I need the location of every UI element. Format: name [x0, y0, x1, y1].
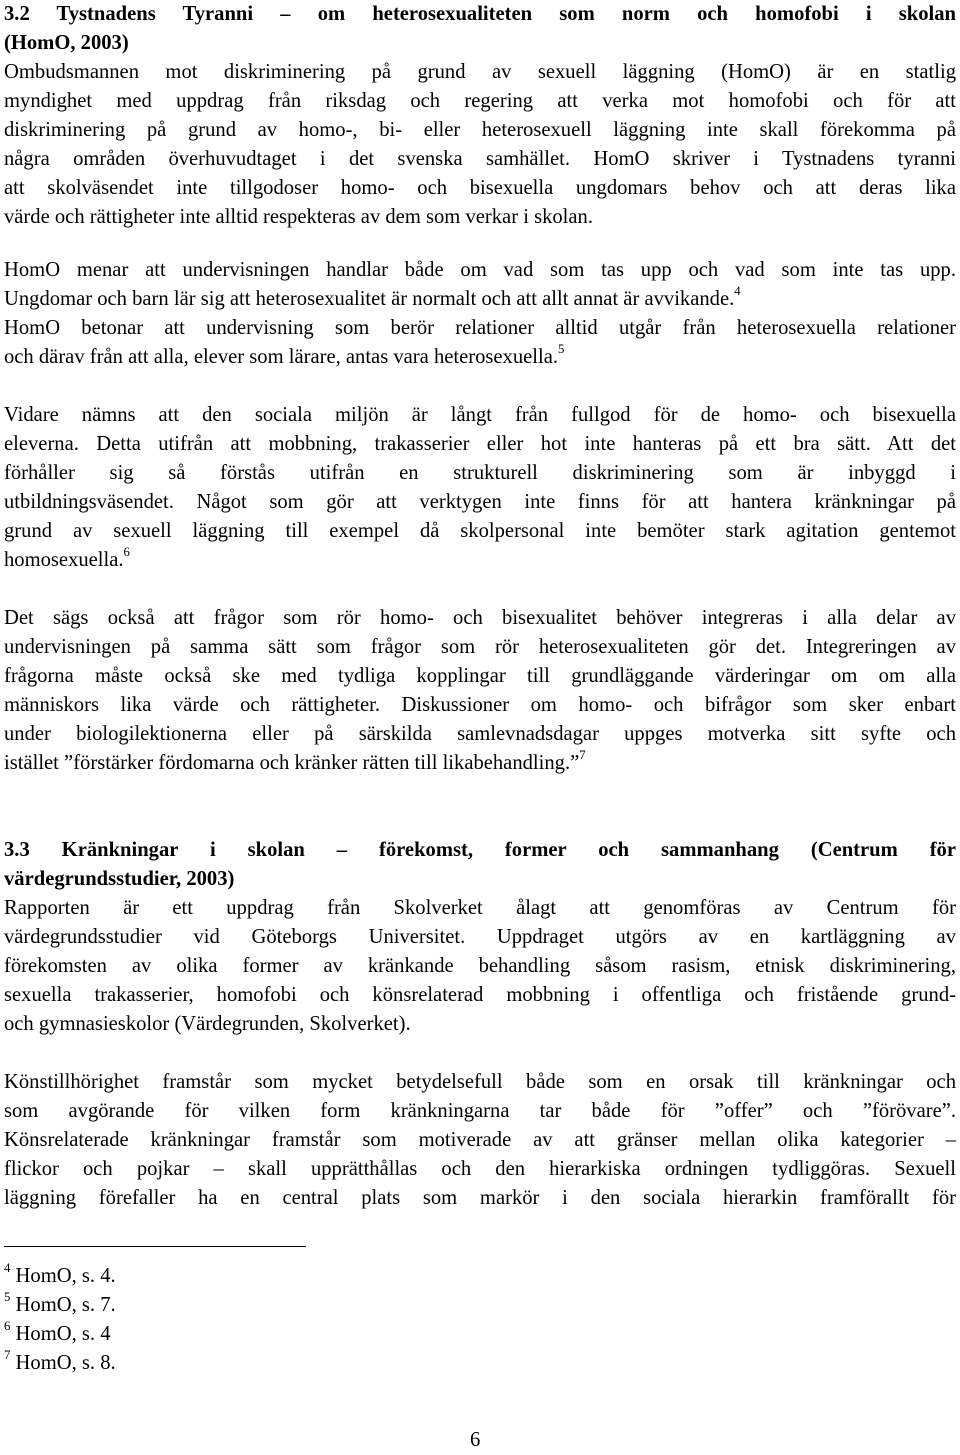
footnote-ref: 6 — [123, 545, 130, 560]
section-3-2-heading-cont: (HomO, 2003) — [4, 32, 129, 54]
footnote-text: HomO, s. 4 — [10, 1323, 111, 1345]
footnote — [4, 1262, 116, 1291]
footnote-number: 4 — [4, 1261, 11, 1276]
paragraph-line: flickor och pojkar – skall upprätthållas och den hierarkiska ordningen tydliggöras. Sexuell — [4, 1158, 956, 1180]
paragraph-text: Ungdomar och barn lär sig att heterosexualitet är normalt och att allt annat är avvikande. — [4, 288, 735, 310]
paragraph-line: Könsrelaterade kränkningar framstår som motiverade av att gränser mellan olika kategorier – — [4, 1129, 956, 1151]
paragraph-text: och därav från att alla, elever som lärare, antas vara heterosexuella. — [4, 346, 559, 368]
paragraph-line: Det sägs också att frågor som rör homo- och bisexualitet behöver integreras i alla delar av — [4, 607, 956, 629]
footnote — [4, 1291, 116, 1320]
page-number: 6 — [470, 1429, 481, 1451]
paragraph-line: värdegrundsstudier vid Göteborgs Universitet. Uppdraget utgörs av en kartläggning av — [4, 926, 956, 948]
paragraph-line: förekomsten av olika former av kränkande behandling såsom rasism, etnisk diskriminering, — [4, 955, 956, 977]
footnote — [4, 1320, 111, 1349]
paragraph-line: värde och rättigheter inte alltid respekteras av dem som verkar i skolan. — [4, 206, 593, 228]
paragraph-line: som avgörande för vilken form kränkningarna tar både för ”offer” och ”förövare”. — [4, 1100, 956, 1122]
paragraph-line: några områden överhuvudtaget i det svenska samhället. HomO skriver i Tystnadens tyranni — [4, 148, 956, 170]
paragraph-line: Rapporten är ett uppdrag från Skolverket ålagt att genomföras av Centrum för — [4, 897, 956, 919]
paragraph-line: grund av sexuell läggning till exempel då skolpersonal inte bemöter stark agitation gentemot — [4, 520, 956, 542]
paragraph-line: under biologilektionerna eller på särskilda samlevnadsdagar uppges motverka sitt syfte och — [4, 723, 956, 745]
paragraph-line-with-ref — [4, 749, 956, 778]
paragraph-line: sexuella trakasserier, homofobi och könsrelaterad mobbning i offentliga och fristående grund- — [4, 984, 956, 1006]
paragraph-line: HomO menar att undervisningen handlar både om vad som tas upp och vad som inte tas upp. — [4, 259, 956, 281]
paragraph-line: att skolväsendet inte tillgodoser homo- och bisexuella ungdomars behov och att deras lika — [4, 177, 956, 199]
footnote — [4, 1349, 116, 1378]
paragraph-text: homosexuella. — [4, 549, 124, 571]
footnote-ref: 7 — [579, 748, 586, 763]
paragraph-line: och gymnasieskolor (Värdegrunden, Skolverket). — [4, 1013, 411, 1035]
paragraph-line-with-ref — [4, 343, 956, 372]
paragraph-line: Ombudsmannen mot diskriminering på grund av sexuell läggning (HomO) är en statlig — [4, 61, 956, 83]
footnote-number: 5 — [4, 1290, 11, 1305]
footnote-ref: 5 — [558, 342, 565, 357]
paragraph-line: frågorna måste också ske med tydliga kopplingar till grundläggande värderingar om om alla — [4, 665, 956, 687]
paragraph-line: undervisningen på samma sätt som frågor som rör heterosexualiteten gör det. Integreringen av — [4, 636, 956, 658]
section-3-3-heading-cont: värdegrundsstudier, 2003) — [4, 868, 235, 890]
paragraph-line: myndighet med uppdrag från riksdag och regering att verka mot homofobi och för att — [4, 90, 956, 112]
paragraph-line: utbildningsväsendet. Något som gör att verktygen inte finns för att hantera kränkningar på — [4, 491, 956, 513]
footnote-ref: 4 — [734, 284, 741, 299]
paragraph-line: Könstillhörighet framstår som mycket betydelsefull både som en orsak till kränkningar och — [4, 1071, 956, 1093]
paragraph-line: eleverna. Detta utifrån att mobbning, trakasserier eller hot inte hanteras på ett bra sätt. Att det — [4, 433, 956, 455]
paragraph-line: Vidare nämns att den sociala miljön är långt från fullgod för de homo- och bisexuella — [4, 404, 956, 426]
footnote-number: 7 — [4, 1348, 11, 1363]
paragraph-text: istället ”förstärker fördomarna och kränker rätten till likabehandling.” — [4, 752, 580, 774]
section-3-2-heading: 3.2 Tystnadens Tyranni – om heterosexualiteten som norm och homofobi i skolan — [4, 3, 956, 25]
footnote-text: HomO, s. 8. — [10, 1352, 116, 1374]
paragraph-line: läggning förefaller ha en central plats som markör i den sociala hierarkin framförallt för — [4, 1187, 956, 1209]
paragraph-line: diskriminering på grund av homo-, bi- eller heterosexuell läggning inte skall förekomma på — [4, 119, 956, 141]
footnote-text: HomO, s. 7. — [10, 1294, 116, 1316]
paragraph-line-with-ref — [4, 285, 956, 314]
paragraph-line: förhåller sig så förstås utifrån en strukturell diskriminering som är inbyggd i — [4, 462, 956, 484]
footnote-text: HomO, s. 4. — [10, 1265, 116, 1287]
footnote-number: 6 — [4, 1319, 11, 1334]
paragraph-line-with-ref — [4, 546, 956, 575]
paragraph-line: HomO betonar att undervisning som berör relationer alltid utgår från heterosexuella relationer — [4, 317, 956, 339]
paragraph-line: människors lika värde och rättigheter. Diskussioner om homo- och bifrågor som sker enbart — [4, 694, 956, 716]
section-3-3-heading: 3.3 Kränkningar i skolan – förekomst, former och sammanhang (Centrum för — [4, 839, 956, 861]
footnote-separator — [4, 1246, 306, 1247]
